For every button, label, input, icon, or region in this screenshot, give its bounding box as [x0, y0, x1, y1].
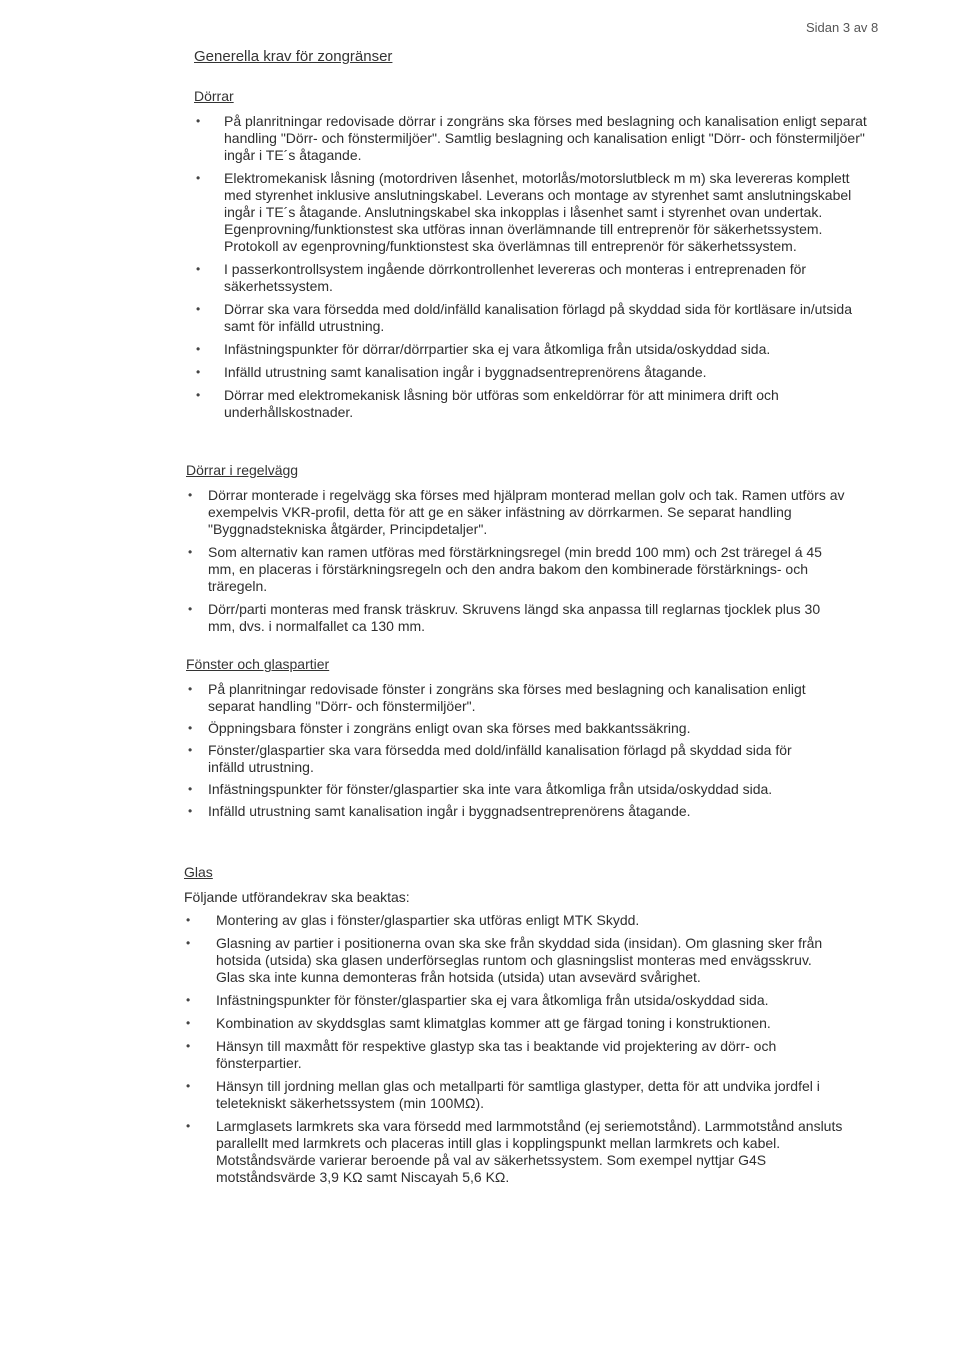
- bullet-icon: •: [186, 936, 191, 950]
- bullet-icon: •: [188, 782, 193, 796]
- bullet-icon: •: [186, 1079, 191, 1093]
- section-heading: Dörrar: [194, 88, 234, 104]
- list-item-text: På planritningar redovisade fönster i zongräns ska förses med beslagning och kanalisation enligt separat handling "Dörr- och fönstermiljöer".: [208, 681, 806, 714]
- bullet-icon: •: [196, 302, 201, 316]
- bullet-list: [194, 113, 874, 421]
- section-heading: Dörrar i regelvägg: [186, 462, 299, 478]
- list-item-text: Infästningspunkter för fönster/glaspartier ska ej vara åtkomliga från utsida/oskyddad sida.: [216, 992, 769, 1008]
- section-heading: Fönster och glaspartier: [186, 656, 330, 672]
- list-item-text: Kombination av skyddsglas samt klimatglas kommer att ge färgad toning i konstruktionen.: [216, 1015, 771, 1031]
- section-glas: [184, 864, 844, 1192]
- bullet-icon: •: [186, 913, 191, 927]
- bullet-icon: •: [186, 993, 191, 1007]
- bullet-icon: •: [188, 721, 193, 735]
- list-item: [186, 601, 846, 635]
- bullet-icon: •: [188, 743, 193, 757]
- list-item-text: Infästningspunkter för fönster/glaspartier ska inte vara åtkomliga från utsida/oskyddad sida.: [208, 781, 773, 797]
- list-item-text: Dörrar monterade i regelvägg ska förses med hjälpram monterad mellan golv och tak. Ramen utförs av exempelvis VKR-profil, detta för att ge en säker infästning av dörrkarmen. Se separat handling "Byggnadstekniska åtgärder, Principdetaljer".: [208, 487, 845, 537]
- document-title: Generella krav för zongränser: [194, 48, 393, 65]
- bullet-icon: •: [186, 1016, 191, 1030]
- list-item: [194, 364, 874, 381]
- list-item-text: Dörr/parti monteras med fransk träskruv. Skruvens längd ska anpassa till reglarnas tjocklek plus 30 mm, dvs. i normalfallet ca 130 mm.: [208, 601, 821, 634]
- list-item-text: Elektromekanisk låsning (motordriven låsenhet, motorlås/motorslutbleck m m) ska levereras komplett med styrenhet inklusive anslutningskabel. Leverans och montage av styrenhet samt anslutningskabel ingår i TE´s åtagande. Anslutningskabel ska inkopplas i låsenhet samt i styrenhet ovan undertak. Egenprovning/funktionstest ska utföras innan överlämnande till entreprenör för säkerhetssystem. Protokoll av egenprovning/funktionstest ska överlämnas till entreprenör för säkerhetssystem.: [224, 170, 852, 254]
- list-item: [186, 781, 826, 798]
- bullet-list: [186, 681, 826, 820]
- bullet-icon: •: [196, 171, 201, 185]
- list-item-text: Glasning av partier i positionerna ovan ska ske från skyddad sida (insidan). Om glasning sker från hotsida (utsida) ska glasen underförseglas runtom och glasningslist monteras med envägsskruv. Glas ska inte kunna demonteras från hotsida (utsida) utan avsevärd svårighet.: [216, 935, 823, 985]
- list-item: [184, 992, 844, 1009]
- section-fonster-och-glaspartier: [186, 656, 826, 825]
- list-item: [186, 720, 826, 737]
- bullet-icon: •: [188, 602, 193, 616]
- section-intro: Följande utförandekrav ska beaktas:: [184, 889, 410, 905]
- list-item: [184, 912, 844, 929]
- list-item-text: Infälld utrustning samt kanalisation ingår i byggnadsentreprenörens åtagande.: [208, 803, 691, 819]
- section-heading: Glas: [184, 864, 213, 880]
- bullet-icon: •: [196, 262, 201, 276]
- list-item-text: Öppningsbara fönster i zongräns enligt ovan ska förses med bakkantssäkring.: [208, 720, 691, 736]
- list-item: [194, 170, 874, 255]
- list-item-text: Fönster/glaspartier ska vara försedda med dold/infälld kanalisation förlagd på skyddad sida för infälld utrustning.: [208, 742, 792, 775]
- list-item-text: Hänsyn till jordning mellan glas och metallparti för samtliga glastyper, detta för att undvika jordfel i teletekniskt säkerhetssystem (min 100MΩ).: [216, 1078, 820, 1111]
- bullet-icon: •: [196, 388, 201, 402]
- list-item: [194, 261, 874, 295]
- section-dorrar: [194, 88, 874, 427]
- list-item: [186, 487, 846, 538]
- bullet-icon: •: [186, 1119, 191, 1133]
- section-dorrar-i-regelvagg: [186, 462, 846, 641]
- bullet-icon: •: [186, 1039, 191, 1053]
- list-item-text: Hänsyn till maxmått för respektive glastyp ska tas i beaktande vid projektering av dörr- och fönsterpartier.: [216, 1038, 777, 1071]
- bullet-icon: •: [196, 365, 201, 379]
- list-item: [194, 341, 874, 358]
- list-item-text: Som alternativ kan ramen utföras med förstärkningsregel (min bredd 100 mm) och 2st träregel á 45 mm, en placeras i förstärkningsregeln och den andra bakom den kombinerade förstärknings- och träregeln.: [208, 544, 822, 594]
- bullet-icon: •: [188, 804, 193, 818]
- list-item: [194, 113, 874, 164]
- list-item: [184, 1078, 844, 1112]
- bullet-list: [186, 487, 846, 635]
- list-item: [184, 1038, 844, 1072]
- list-item-text: Infästningspunkter för dörrar/dörrpartier ska ej vara åtkomliga från utsida/oskyddad sida.: [224, 341, 771, 357]
- list-item-text: I passerkontrollsystem ingående dörrkontrollenhet levereras och monteras i entreprenaden för säkerhetssystem.: [224, 261, 807, 294]
- list-item-text: Dörrar ska vara försedda med dold/infälld kanalisation förlagd på skyddad sida för kortläsare in/utsida samt för infälld utrustning.: [224, 301, 853, 334]
- list-item-text: Infälld utrustning samt kanalisation ingår i byggnadsentreprenörens åtagande.: [224, 364, 707, 380]
- list-item: [186, 681, 826, 715]
- list-item-text: Dörrar med elektromekanisk låsning bör utföras som enkeldörrar för att minimera drift och underhållskostnader.: [224, 387, 779, 420]
- list-item: [194, 301, 874, 335]
- list-item-text: Montering av glas i fönster/glaspartier ska utföras enligt MTK Skydd.: [216, 912, 640, 928]
- list-item: [184, 1015, 844, 1032]
- list-item: [186, 544, 846, 595]
- bullet-icon: •: [196, 342, 201, 356]
- list-item: [184, 935, 844, 986]
- list-item: [186, 742, 826, 776]
- bullet-icon: •: [188, 545, 193, 559]
- bullet-icon: •: [196, 114, 201, 128]
- bullet-list: [184, 912, 844, 1186]
- list-item-text: Larmglasets larmkrets ska vara försedd med larmmotstånd (ej seriemotstånd). Larmmotstånd ansluts parallellt med larmkrets och placeras intill glas i kopplingspunkt mellan larmkrets och kabel. Motståndsvärde varierar beroende på val av säkerhetssystem. Som exempel nyttjar G4S motståndsvärde 3,9 KΩ samt Niscayah 5,6 KΩ.: [216, 1118, 843, 1185]
- list-item: [186, 803, 826, 820]
- list-item: [184, 1118, 844, 1186]
- bullet-icon: •: [188, 682, 193, 696]
- list-item: [194, 387, 874, 421]
- bullet-icon: •: [188, 488, 193, 502]
- list-item-text: På planritningar redovisade dörrar i zongräns ska förses med beslagning och kanalisation enligt separat handling "Dörr- och fönstermiljöer". Samtlig beslagning och kanalisation enligt "Dörr- och fönstermiljöer" ingår i TE´s åtagande.: [224, 113, 867, 163]
- page-number: Sidan 3 av 8: [806, 20, 879, 35]
